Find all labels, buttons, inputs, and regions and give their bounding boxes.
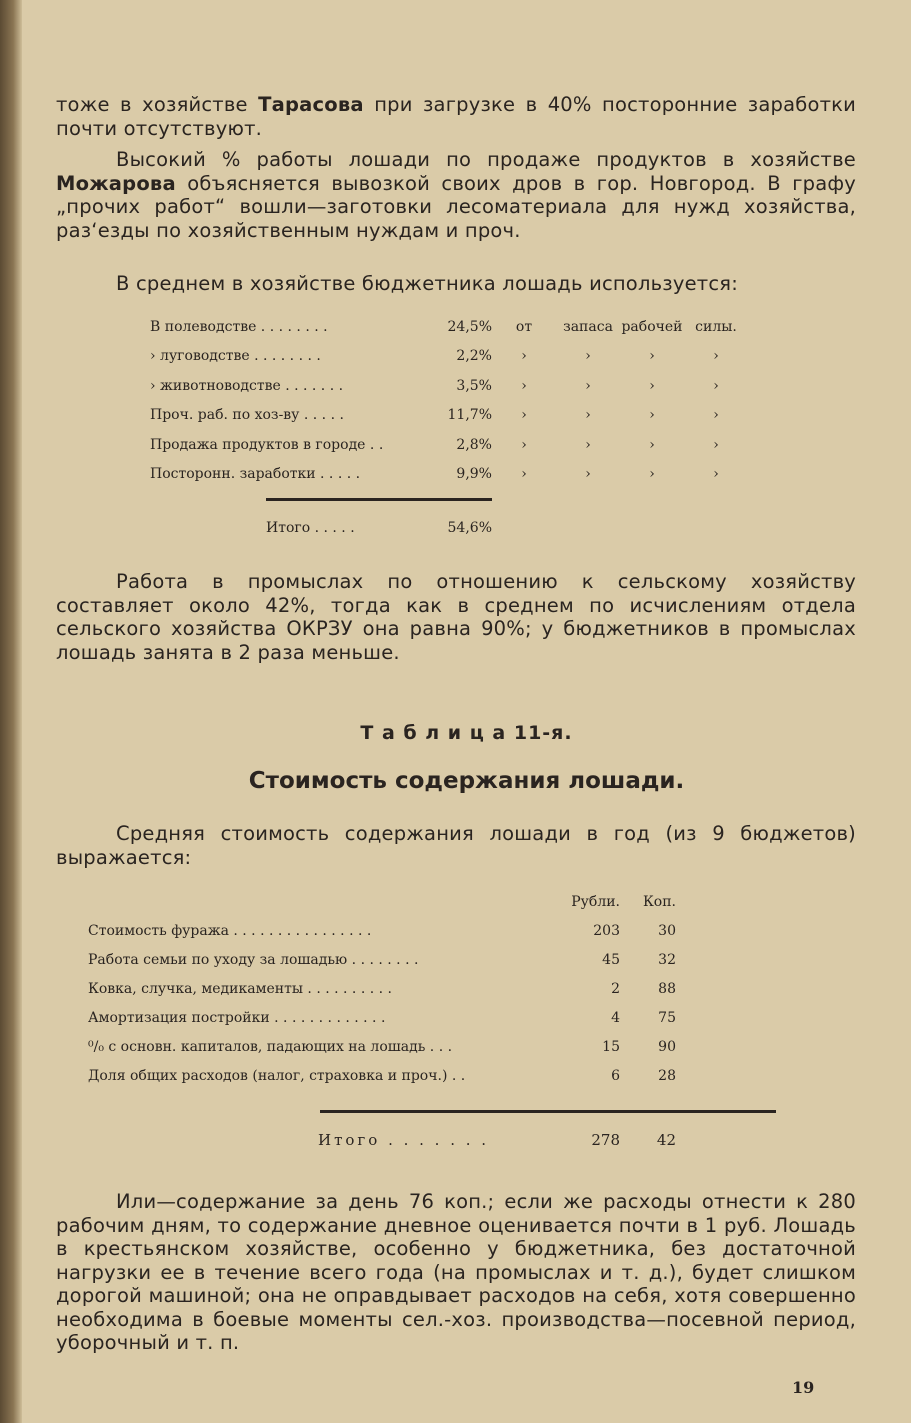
usage-label: › луговодстве . . . . . . . .	[150, 348, 321, 365]
usage-row	[150, 342, 750, 372]
cost-label: Доля общих расходов (налог, страховка и проч.) . .	[88, 1067, 466, 1084]
cost-kopecks: 32	[658, 951, 676, 968]
usage-col: ›	[585, 436, 591, 453]
usage-col: ›	[521, 348, 527, 365]
usage-total-rule	[266, 498, 492, 501]
usage-col: запаса	[563, 318, 613, 335]
usage-total-row	[266, 520, 492, 536]
cost-rubles: 2	[611, 980, 620, 997]
cost-total-rubles: 278	[591, 1131, 620, 1149]
cost-row	[88, 1061, 728, 1090]
usage-col: ›	[649, 466, 655, 483]
usage-col: ›	[521, 436, 527, 453]
para2-text-start: Высокий % работы лошади по продаже продуктов в хозяйстве	[116, 148, 856, 171]
usage-col: ›	[585, 407, 591, 424]
section-title: Стоимость содержания лошади.	[248, 768, 685, 794]
paragraph-1	[56, 93, 856, 140]
cost-rubles: 203	[593, 922, 620, 939]
cost-total-row	[318, 1131, 718, 1149]
usage-col: ›	[713, 466, 719, 483]
header-kopecks: Коп.	[642, 894, 676, 910]
cost-kopecks: 30	[658, 922, 676, 939]
cost-kopecks: 28	[658, 1067, 676, 1084]
cost-label: Ковка, случка, медикаменты . . . . . . . . . .	[88, 980, 392, 997]
cost-row	[88, 974, 728, 1003]
cost-total-rule	[320, 1110, 776, 1113]
cost-label: Работа семьи по уходу за лошадью . . . . . . . .	[88, 951, 419, 968]
usage-row	[150, 371, 750, 401]
usage-total-value: 54,6%	[447, 520, 492, 536]
usage-total-label: Итого . . . . .	[266, 520, 355, 536]
usage-col: ›	[713, 407, 719, 424]
usage-col: ›	[649, 348, 655, 365]
usage-row	[150, 401, 750, 431]
usage-value: 24,5%	[447, 318, 492, 335]
usage-label: Проч. раб. по хоз-ву . . . . .	[150, 407, 344, 424]
usage-row	[150, 430, 750, 460]
usage-value: 3,5%	[456, 377, 492, 394]
paragraph-2	[56, 148, 856, 242]
cost-table	[88, 888, 728, 1090]
usage-col: ›	[649, 407, 655, 424]
usage-col: силы.	[695, 318, 737, 335]
usage-col: ›	[521, 407, 527, 424]
usage-value: 11,7%	[447, 407, 492, 424]
para1-text-start: тоже в хозяйстве	[56, 93, 259, 116]
usage-label: Посторонн. заработки . . . . .	[150, 466, 361, 483]
para2-bold-name: Можарова	[56, 171, 176, 195]
cost-total-kopecks: 42	[656, 1131, 676, 1149]
cost-row	[88, 1003, 728, 1032]
paragraph-6: Или—содержание за день 76 коп.; если же расходы отнести к 280 рабочим дням, то содержание дневное оценивается почти в 1 руб. Лошадь в крестьянском хозяйстве, особенно у бюджетника, без достаточной нагрузки ее в течение всего года (на промыслах и т. д.), будет слишком дорогой машиной; она не оправдывает расходов на себя, хотя совершенно необходима в боевые моменты сел.-хоз. производства—посевной период, уборочный и т. п.	[56, 1190, 856, 1354]
cost-kopecks: 90	[658, 1038, 676, 1055]
cost-row	[88, 1032, 728, 1061]
cost-label: ⁰/₀ с основн. капиталов, падающих на лошадь . . .	[88, 1038, 453, 1055]
usage-col: ›	[649, 436, 655, 453]
usage-col: ›	[585, 348, 591, 365]
cost-label: Стоимость фуража . . . . . . . . . . . . . . . .	[88, 922, 372, 939]
usage-col: ›	[521, 377, 527, 394]
cost-rubles: 15	[602, 1038, 620, 1055]
paragraph-3: В среднем в хозяйстве бюджетника лошадь используется:	[116, 272, 738, 295]
usage-col: ›	[713, 348, 719, 365]
cost-kopecks: 75	[658, 1009, 676, 1026]
usage-col: ›	[585, 466, 591, 483]
usage-label: Продажа продуктов в городе . .	[150, 436, 384, 453]
para1-bold-name: Тарасова	[258, 93, 364, 116]
cost-rubles: 4	[611, 1009, 620, 1026]
usage-col: от	[515, 318, 533, 335]
para1-text-end: при загрузке в 40% посторонние заработки почти отсутствуют.	[56, 93, 857, 140]
cost-table-header	[88, 888, 728, 916]
cost-rubles: 6	[611, 1067, 620, 1084]
cost-row	[88, 945, 728, 974]
cost-label: Амортизация постройки . . . . . . . . . . . . .	[88, 1009, 386, 1026]
usage-row	[150, 312, 750, 342]
cost-total-label: Итого . . . . . . .	[318, 1131, 490, 1149]
document-page	[22, 0, 911, 1423]
cost-row	[88, 916, 728, 945]
cost-kopecks: 88	[658, 980, 676, 997]
paragraph-4: Работа в промыслах по отношению к сельскому хозяйству составляет около 42%, тогда как в среднем по исчислениям отдела сельского хозяйства ОКРЗУ она равна 90%; у бюджетников в промыслах лошадь занята в 2 раза меньше.	[56, 570, 856, 664]
usage-col: ›	[585, 377, 591, 394]
usage-col: рабочей	[621, 318, 683, 335]
usage-label: В полеводстве . . . . . . . .	[150, 318, 328, 335]
usage-table	[150, 312, 750, 489]
paragraph-5: Средняя стоимость содержания лошади в год (из 9 бюджетов) выражается:	[56, 822, 856, 869]
cost-rubles: 45	[602, 951, 620, 968]
usage-col: ›	[713, 436, 719, 453]
usage-label: › животноводстве . . . . . . .	[150, 377, 344, 394]
page-number: 19	[792, 1378, 815, 1397]
usage-value: 9,9%	[456, 466, 492, 483]
table-number-heading: Т а б л и ц а 11-я.	[360, 722, 573, 744]
usage-row	[150, 460, 750, 490]
usage-value: 2,2%	[456, 348, 492, 365]
usage-col: ›	[521, 466, 527, 483]
usage-col: ›	[649, 377, 655, 394]
usage-value: 2,8%	[456, 436, 492, 453]
header-rubles: Рубли.	[571, 894, 620, 910]
book-spine-edge	[0, 0, 22, 1423]
para2-text-end: объясняется вывозкой своих дров в гор. Новгород. В графу „прочих работ“ вошли—заготовки лесоматериала для нужд хозяйства, раз‘езды по хозяйственным нуждам и проч.	[56, 171, 856, 242]
usage-col: ›	[713, 377, 719, 394]
